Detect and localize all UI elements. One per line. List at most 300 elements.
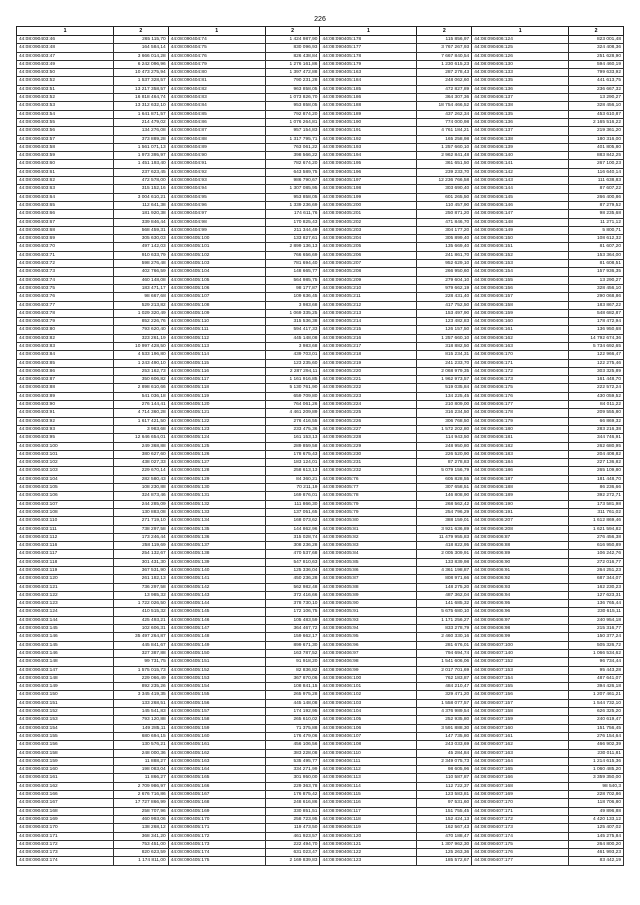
value-cell: 10 473 275,94 xyxy=(114,69,169,77)
value-cell: 138 268,12 xyxy=(114,824,169,832)
value-cell: 2 017 701,69 xyxy=(417,666,472,674)
value-cell: 174 611,76 xyxy=(265,210,320,218)
cadastral-number-cell: 44:08:090403:52 xyxy=(17,77,114,85)
cadastral-number-cell: 44:08:090403:70 xyxy=(17,243,114,251)
value-cell: 643 589,75 xyxy=(265,168,320,176)
value-cell: 279 604,10 xyxy=(417,276,472,284)
value-cell: 13 290,27 xyxy=(569,276,624,284)
cadastral-number-cell: 44:08:090406:95 xyxy=(472,600,569,608)
value-cell: 301 431,30 xyxy=(114,558,169,566)
value-cell: 109 636,45 xyxy=(265,293,320,301)
value-cell: 799 633,92 xyxy=(569,69,624,77)
value-cell: 519 035,84 xyxy=(417,384,472,392)
value-cell: 5 130 761,90 xyxy=(265,384,320,392)
value-cell: 323 261,19 xyxy=(114,334,169,342)
cadastral-number-cell: 44:08:090403:102 xyxy=(17,459,114,467)
table-row xyxy=(17,716,624,724)
cadastral-number-cell: 44:08:090406:146 xyxy=(472,201,569,209)
value-cell: 87 279,52 xyxy=(569,201,624,209)
cadastral-number-cell: 44:08:090405:127 xyxy=(168,459,265,467)
value-cell: 7 667 840,54 xyxy=(417,52,472,60)
cadastral-number-cell: 44:08:090405:200 xyxy=(320,201,417,209)
value-cell: 35 497 264,87 xyxy=(114,633,169,641)
table-row xyxy=(17,342,624,350)
cadastral-number-cell: 44:08:090403:75 xyxy=(17,284,114,292)
value-cell: 311 761,02 xyxy=(569,508,624,516)
table-row xyxy=(17,409,624,417)
cadastral-number-cell: 44:08:090405:107 xyxy=(168,293,265,301)
table-row xyxy=(17,268,624,276)
cadastral-number-cell: 44:08:090406:90 xyxy=(472,558,569,566)
cadastral-number-cell: 44:08:090405:134 xyxy=(168,517,265,525)
table-row xyxy=(17,691,624,699)
cadastral-number-cell: 44:08:090405:81 xyxy=(320,525,417,533)
value-cell: 957 154,83 xyxy=(265,127,320,135)
cadastral-number-cell: 44:08:090406:207 xyxy=(472,517,569,525)
cadastral-number-cell: 44:08:090405:221 xyxy=(320,376,417,384)
value-cell: 470 188,47 xyxy=(417,832,472,840)
value-cell: 136 950,68 xyxy=(569,326,624,334)
cadastral-number-cell: 44:08:090405:219 xyxy=(320,359,417,367)
value-cell: 176 875,42 xyxy=(265,791,320,799)
value-cell: 5 079 156,79 xyxy=(417,467,472,475)
cadastral-number-cell: 44:08:090406:149 xyxy=(472,226,569,234)
value-cell: 258 723,95 xyxy=(265,815,320,823)
table-row xyxy=(17,600,624,608)
cadastral-number-cell: 44:08:090403:66 xyxy=(17,210,114,218)
cadastral-number-cell: 44:08:090406:99 xyxy=(472,633,569,641)
table-row xyxy=(17,434,624,442)
cadastral-number-cell: 44:08:090403:49 xyxy=(17,60,114,68)
cadastral-number-cell: 44:08:090403:92 xyxy=(17,417,114,425)
value-cell: 81 607,20 xyxy=(569,243,624,251)
cadastral-number-cell: 44:08:090405:174 xyxy=(168,849,265,857)
cadastral-number-cell: 44:08:090405:172 xyxy=(168,832,265,840)
cadastral-number-cell: 44:08:090403:111 xyxy=(17,525,114,533)
value-cell: 626 325,20 xyxy=(569,708,624,716)
cadastral-number-cell: 44:08:090405:100 xyxy=(168,235,265,243)
cadastral-number-cell: 44:08:090403:121 xyxy=(17,583,114,591)
value-cell: 102 606,31 xyxy=(114,625,169,633)
cadastral-number-cell: 44:08:090405:228 xyxy=(320,434,417,442)
cadastral-number-cell: 44:08:090406:120 xyxy=(320,832,417,840)
cadastral-number-cell: 44:08:090403:85 xyxy=(17,359,114,367)
value-cell: 461 923,57 xyxy=(265,832,320,840)
value-cell: 2 287 294,11 xyxy=(265,367,320,375)
value-cell: 380 627,60 xyxy=(114,450,169,458)
cadastral-number-cell: 44:08:090406:122 xyxy=(320,849,417,857)
value-cell: 437 262,34 xyxy=(417,110,472,118)
value-cell: 418 822,95 xyxy=(417,542,472,550)
value-cell: 484 210,47 xyxy=(417,683,472,691)
value-cell: 315 536,38 xyxy=(265,318,320,326)
cadastral-number-cell: 44:08:090403:174 xyxy=(17,857,114,865)
cadastral-number-cell: 44:08:090403:88 xyxy=(17,384,114,392)
value-cell: 2 068 979,35 xyxy=(417,367,472,375)
cadastral-number-cell: 44:08:090407:157 xyxy=(472,699,569,707)
cadastral-number-cell: 44:08:090406:92 xyxy=(472,575,569,583)
value-cell: 97 531,60 xyxy=(417,799,472,807)
cadastral-number-cell: 44:08:090405:139 xyxy=(168,558,265,566)
value-cell: 222 494,70 xyxy=(265,840,320,848)
value-cell: 123 235,60 xyxy=(265,359,320,367)
table-row xyxy=(17,85,624,93)
cadastral-number-cell: 44:08:090406:189 xyxy=(472,492,569,500)
cadastral-number-cell: 44:08:090403:101 xyxy=(17,450,114,458)
table-row xyxy=(17,815,624,823)
table-row xyxy=(17,218,624,226)
value-cell: 368 341,20 xyxy=(114,832,169,840)
value-cell: 472 578,00 xyxy=(114,177,169,185)
value-cell: 45 284,84 xyxy=(417,749,472,757)
value-cell: 14 792 674,36 xyxy=(569,334,624,342)
value-cell: 134 276,08 xyxy=(114,127,169,135)
table-row xyxy=(17,260,624,268)
cadastral-number-cell: 44:08:090405:222 xyxy=(320,384,417,392)
value-cell: 339 846,44 xyxy=(114,218,169,226)
table-row xyxy=(17,799,624,807)
cadastral-number-cell: 44:08:090406:96 xyxy=(472,608,569,616)
table-row xyxy=(17,177,624,185)
cadastral-number-cell: 44:08:090405:104 xyxy=(168,268,265,276)
value-cell: 12 236 766,58 xyxy=(417,177,472,185)
cadastral-number-cell: 44:08:090406:94 xyxy=(472,591,569,599)
value-cell: 209 555,80 xyxy=(569,409,624,417)
value-cell: 272 016,77 xyxy=(569,558,624,566)
value-cell: 66 869,32 xyxy=(569,417,624,425)
value-cell: 303 690,40 xyxy=(417,185,472,193)
table-row xyxy=(17,558,624,566)
value-cell: 134 225,45 xyxy=(417,392,472,400)
cadastral-number-cell: 44:08:090403:54 xyxy=(17,110,114,118)
cadastral-number-cell: 44:08:090405:203 xyxy=(320,226,417,234)
cadastral-number-cell: 44:08:090406:147 xyxy=(472,210,569,218)
value-cell: 126 157,50 xyxy=(417,326,472,334)
value-cell: 237 623,45 xyxy=(114,168,169,176)
value-cell: 108 841,15 xyxy=(265,683,320,691)
table-row xyxy=(17,683,624,691)
value-cell: 2 898 610,66 xyxy=(114,384,169,392)
cadastral-number-cell: 44:08:090405:159 xyxy=(168,724,265,732)
value-cell: 240 954,18 xyxy=(569,616,624,624)
cadastral-number-cell: 44:08:090405:224 xyxy=(320,401,417,409)
value-cell: 172 106,75 xyxy=(265,608,320,616)
value-cell: 239 233,70 xyxy=(417,168,472,176)
value-cell: 183 867,22 xyxy=(569,301,624,309)
cadastral-number-cell: 44:08:090407:154 xyxy=(472,674,569,682)
value-cell: 267 100,23 xyxy=(569,160,624,168)
value-cell: 265 610,02 xyxy=(265,716,320,724)
cadastral-number-cell: 44:08:090405:140 xyxy=(168,567,265,575)
value-cell: 252 935,80 xyxy=(417,716,472,724)
table-row xyxy=(17,60,624,68)
value-cell: 1 621 594,82 xyxy=(569,525,624,533)
column-header: 1 xyxy=(168,27,265,36)
value-cell: 953 858,05 xyxy=(265,102,320,110)
value-cell: 4 361 198,87 xyxy=(417,567,472,575)
value-cell: 392 272,71 xyxy=(569,492,624,500)
table-row xyxy=(17,318,624,326)
value-cell: 953 858,05 xyxy=(265,193,320,201)
cadastral-number-cell: 44:08:090405:194 xyxy=(320,152,417,160)
cadastral-number-cell: 44:08:090407:174 xyxy=(472,832,569,840)
value-cell: 151 756,45 xyxy=(569,724,624,732)
cadastral-number-cell: 44:08:090405:130 xyxy=(168,484,265,492)
value-cell: 1 397 472,88 xyxy=(265,69,320,77)
value-cell: 229 363,78 xyxy=(265,782,320,790)
value-cell: 122 275,46 xyxy=(569,359,624,367)
cadastral-number-cell: 44:08:090405:145 xyxy=(168,608,265,616)
value-cell: 315 028,74 xyxy=(265,533,320,541)
value-cell: 398 566,22 xyxy=(265,152,320,160)
table-row xyxy=(17,425,624,433)
cadastral-number-cell: 44:08:090406:88 xyxy=(472,542,569,550)
cadastral-number-cell: 44:08:090406:135 xyxy=(472,77,569,85)
cadastral-number-cell: 44:08:090406:159 xyxy=(472,309,569,317)
value-cell: 1 069 335,25 xyxy=(265,309,320,317)
value-cell: 241 861,70 xyxy=(417,251,472,259)
cadastral-number-cell: 44:08:090405:87 xyxy=(320,575,417,583)
cadastral-number-cell: 44:08:090405:157 xyxy=(168,708,265,716)
cadastral-number-cell: 44:08:090405:206 xyxy=(320,251,417,259)
value-cell: 122 966,47 xyxy=(569,351,624,359)
value-cell: 214 479,02 xyxy=(114,118,169,126)
cadastral-number-cell: 44:08:090405:215 xyxy=(320,326,417,334)
cadastral-number-cell: 44:08:090403:84 xyxy=(17,351,114,359)
cadastral-number-cell: 44:08:090405:152 xyxy=(168,666,265,674)
value-cell: 164 584,14 xyxy=(114,44,169,52)
cadastral-number-cell: 44:08:090405:156 xyxy=(168,699,265,707)
value-cell: 146 808,90 xyxy=(417,492,472,500)
cadastral-number-cell: 44:08:090406:118 xyxy=(320,815,417,823)
value-cell: 71 375,88 xyxy=(265,724,320,732)
value-cell: 304 177,20 xyxy=(417,226,472,234)
value-cell: 17 727 866,99 xyxy=(114,799,169,807)
value-cell: 823 001,48 xyxy=(569,36,624,44)
table-row xyxy=(17,525,624,533)
value-cell: 1 207 461,21 xyxy=(569,691,624,699)
value-cell: 361 651,50 xyxy=(417,160,472,168)
cadastral-number-cell: 44:08:090403:68 xyxy=(17,226,114,234)
cadastral-number-cell: 44:08:090405:101 xyxy=(168,243,265,251)
value-cell: 11 271,12 xyxy=(569,218,624,226)
cadastral-number-cell: 44:08:090405:149 xyxy=(168,641,265,649)
value-cell: 137 051,65 xyxy=(265,508,320,516)
value-cell: 441 613,75 xyxy=(569,77,624,85)
cadastral-number-cell: 44:08:090406:155 xyxy=(472,276,569,284)
table-row xyxy=(17,608,624,616)
cadastral-number-cell: 44:08:090405:110 xyxy=(168,318,265,326)
cadastral-number-cell: 44:08:090406:156 xyxy=(472,284,569,292)
value-cell: 211 344,49 xyxy=(265,226,320,234)
cadastral-number-cell: 44:08:090405:102 xyxy=(168,251,265,259)
cadastral-number-cell: 44:08:090403:89 xyxy=(17,392,114,400)
value-cell: 108 230,88 xyxy=(114,484,169,492)
cadastral-number-cell: 44:08:090403:110 xyxy=(17,517,114,525)
cadastral-number-cell: 44:08:090405:232 xyxy=(320,467,417,475)
value-cell: 1 307 085,95 xyxy=(265,185,320,193)
cadastral-number-cell: 44:08:090405:162 xyxy=(168,749,265,757)
table-row xyxy=(17,791,624,799)
value-cell: 659 709,80 xyxy=(265,392,320,400)
value-cell: 230 615,11 xyxy=(569,608,624,616)
cadastral-number-cell: 44:08:090407:175 xyxy=(472,840,569,848)
cadastral-number-cell: 44:08:090405:144 xyxy=(168,600,265,608)
value-cell: 3 921 636,89 xyxy=(417,525,472,533)
value-cell: 1 230 615,23 xyxy=(417,60,472,68)
cadastral-number-cell: 44:08:090405:131 xyxy=(168,492,265,500)
cadastral-number-cell: 44:08:090405:163 xyxy=(320,69,417,77)
table-row xyxy=(17,351,624,359)
page-number: 226 xyxy=(314,16,326,23)
cadastral-number-cell: 44:08:090406:188 xyxy=(472,484,569,492)
cadastral-number-cell: 44:08:090406:181 xyxy=(472,434,569,442)
cadastral-number-cell: 44:08:090403:145 xyxy=(17,641,114,649)
value-cell: 2 962 841,48 xyxy=(417,152,472,160)
cadastral-number-cell: 44:08:090405:168 xyxy=(168,799,265,807)
cadastral-number-cell: 44:08:090407:161 xyxy=(472,732,569,740)
cadastral-number-cell: 44:08:090406:182 xyxy=(472,442,569,450)
table-row xyxy=(17,840,624,848)
table-row xyxy=(17,757,624,765)
cadastral-number-cell: 44:08:090403:56 xyxy=(17,127,114,135)
value-cell: 564 985,75 xyxy=(265,276,320,284)
table-row xyxy=(17,857,624,865)
cadastral-number-cell: 44:08:090403:158 xyxy=(17,749,114,757)
value-cell: 738 297,58 xyxy=(114,525,169,533)
cadastral-number-cell: 44:08:090405:94 xyxy=(320,625,417,633)
cadastral-number-cell: 44:08:090406:144 xyxy=(472,185,569,193)
value-cell: 1 451 193,40 xyxy=(114,160,169,168)
table-row xyxy=(17,276,624,284)
cadastral-number-cell: 44:08:090406:153 xyxy=(472,260,569,268)
cadastral-number-cell: 44:08:090403:64 xyxy=(17,193,114,201)
value-cell: 456 106,56 xyxy=(265,741,320,749)
value-cell: 119 473,50 xyxy=(265,824,320,832)
value-cell: 1 161 916,85 xyxy=(265,376,320,384)
value-cell: 1 317 795,71 xyxy=(265,135,320,143)
cadastral-number-cell: 44:08:090403:170 xyxy=(17,824,114,832)
cadastral-number-cell: 44:08:090403:124 xyxy=(17,608,114,616)
value-cell: 98 177,87 xyxy=(265,284,320,292)
value-cell: 136 765,44 xyxy=(569,600,624,608)
value-cell: 568 459,31 xyxy=(114,226,169,234)
cadastral-number-cell: 44:08:090405:142 xyxy=(168,583,265,591)
value-cell: 3 004 610,21 xyxy=(114,193,169,201)
value-cell: 4 461 209,89 xyxy=(265,409,320,417)
cadastral-value-table xyxy=(16,26,624,866)
value-cell: 460 993,06 xyxy=(114,815,169,823)
table-row xyxy=(17,500,624,508)
table-row xyxy=(17,766,624,774)
cadastral-number-cell: 44:08:090407:159 xyxy=(472,716,569,724)
cadastral-number-cell: 44:08:090407:155 xyxy=(472,683,569,691)
value-cell: 4 533 196,80 xyxy=(114,351,169,359)
value-cell: 445 841,67 xyxy=(114,641,169,649)
value-cell: 258 119,69 xyxy=(114,542,169,550)
value-cell: 1 257 660,10 xyxy=(417,334,472,342)
value-cell: 5 800,71 xyxy=(569,226,624,234)
cadastral-number-cell: 44:08:090403:148 xyxy=(17,674,114,682)
table-row xyxy=(17,44,624,52)
value-cell: 548 682,87 xyxy=(569,309,624,317)
cadastral-number-cell: 44:08:090403:90 xyxy=(17,401,114,409)
value-cell: 833 278,79 xyxy=(417,625,472,633)
cadastral-number-cell: 44:08:090403:55 xyxy=(17,118,114,126)
cadastral-number-cell: 44:08:090405:165 xyxy=(168,774,265,782)
value-cell: 181 920,38 xyxy=(114,210,169,218)
value-cell: 110 457,90 xyxy=(417,201,472,209)
cadastral-number-cell: 44:08:090406:180 xyxy=(472,425,569,433)
cadastral-number-cell: 44:08:090405:148 xyxy=(168,633,265,641)
column-header: 1 xyxy=(472,27,569,36)
cadastral-number-cell: 44:08:090403:160 xyxy=(17,766,114,774)
table-row xyxy=(17,127,624,135)
value-cell: 3 983,68 xyxy=(265,301,320,309)
cadastral-number-cell: 44:08:090407:173 xyxy=(472,824,569,832)
cadastral-number-cell: 44:08:090405:129 xyxy=(168,475,265,483)
cadastral-number-cell: 44:08:090405:113 xyxy=(168,342,265,350)
cadastral-number-cell: 44:08:090406:98 xyxy=(472,625,569,633)
value-cell: 289 859,58 xyxy=(265,442,320,450)
value-cell: 4 376 989,54 xyxy=(417,708,472,716)
table-row xyxy=(17,542,624,550)
cadastral-number-cell: 44:08:090405:208 xyxy=(320,268,417,276)
cadastral-number-cell: 44:08:090404:83 xyxy=(168,94,265,102)
value-cell: 254 796,29 xyxy=(417,508,472,516)
cadastral-number-cell: 44:08:090407:153 xyxy=(472,666,569,674)
value-cell: 240 619,47 xyxy=(569,716,624,724)
value-cell: 162 567,43 xyxy=(417,824,472,832)
value-cell: 344 746,91 xyxy=(569,434,624,442)
cadastral-number-cell: 44:08:090405:117 xyxy=(168,376,265,384)
value-cell: 10 997 428,50 xyxy=(114,342,169,350)
value-cell: 178 675,43 xyxy=(265,450,320,458)
cadastral-number-cell: 44:08:090404:95 xyxy=(168,193,265,201)
cadastral-number-cell: 44:08:090407:162 xyxy=(472,741,569,749)
table-row xyxy=(17,824,624,832)
value-cell: 394 426,18 xyxy=(569,683,624,691)
table-row xyxy=(17,401,624,409)
table-row xyxy=(17,475,624,483)
cadastral-number-cell: 44:08:090405:120 xyxy=(168,401,265,409)
value-cell: 264 251,23 xyxy=(569,567,624,575)
cadastral-number-cell: 44:08:090405:105 xyxy=(168,276,265,284)
cadastral-number-cell: 44:08:090405:207 xyxy=(320,260,417,268)
cadastral-number-cell: 44:08:090405:184 xyxy=(320,77,417,85)
value-cell: 123 482,83 xyxy=(417,318,472,326)
value-cell: 112 641,38 xyxy=(114,201,169,209)
cadastral-number-cell: 44:08:090406:179 xyxy=(472,417,569,425)
cadastral-number-cell: 44:08:090407:156 xyxy=(472,691,569,699)
value-cell: 373 889,28 xyxy=(114,135,169,143)
value-cell: 165 258,98 xyxy=(417,135,472,143)
value-cell: 401 805,80 xyxy=(569,143,624,151)
table-body xyxy=(17,36,624,866)
cadastral-number-cell: 44:08:090405:223 xyxy=(320,392,417,400)
cadastral-number-cell: 44:08:090403:93 xyxy=(17,425,114,433)
cadastral-number-cell: 44:08:090405:114 xyxy=(168,351,265,359)
value-cell: 258 707,96 xyxy=(114,807,169,815)
cadastral-number-cell: 44:08:090405:133 xyxy=(168,508,265,516)
cadastral-number-cell: 44:08:090404:74 xyxy=(168,36,265,44)
cadastral-number-cell: 44:08:090405:126 xyxy=(168,450,265,458)
cadastral-number-cell: 44:08:090405:191 xyxy=(320,127,417,135)
cadastral-number-cell: 44:08:090404:85 xyxy=(168,110,265,118)
cadastral-number-cell: 44:08:090403:150 xyxy=(17,691,114,699)
cadastral-number-cell: 44:08:090403:147 xyxy=(17,666,114,674)
cadastral-number-cell: 44:08:090406:208 xyxy=(472,525,569,533)
